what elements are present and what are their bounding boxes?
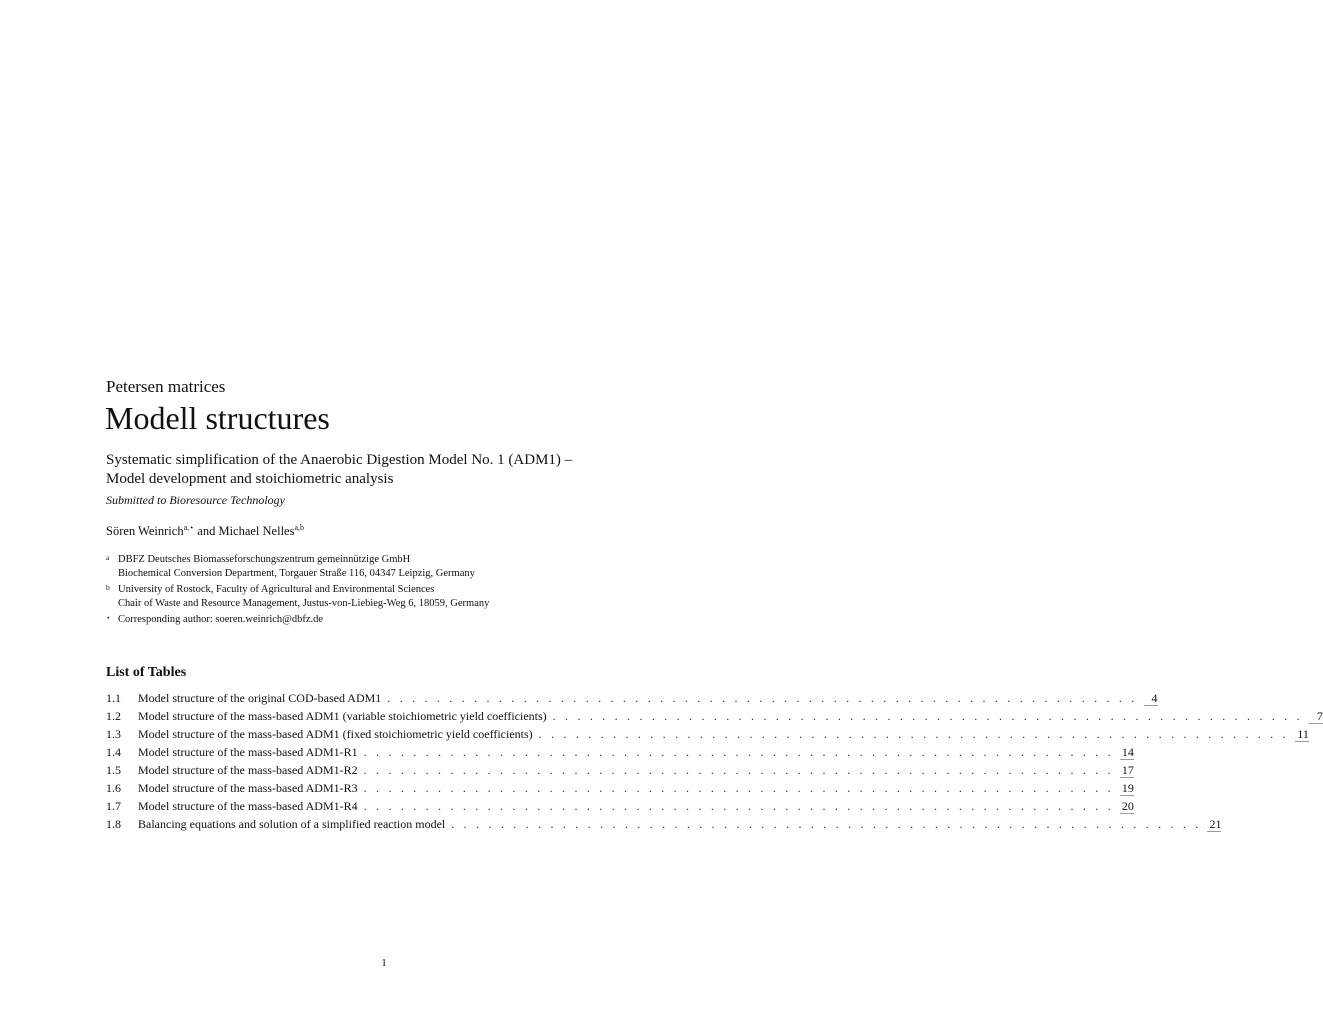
document-subtitle	[106, 451, 666, 489]
toc-entry-title: Model structure of the mass-based ADM1-R4	[138, 799, 358, 813]
affiliation-b	[106, 583, 489, 611]
toc-entry[interactable]	[106, 815, 1222, 833]
toc-dot-leader: . . . . . . . . . . . . . . . . . . . . . . . . . . . . . . . . . . . . . . . . . . . . . . . . . . . . . . . . . . . . .	[451, 817, 1202, 831]
toc-dot-leader: . . . . . . . . . . . . . . . . . . . . . . . . . . . . . . . . . . . . . . . . . . . . . . . . . . . . . . . . . . . . .	[552, 709, 1303, 723]
toc-page-link[interactable]: 21	[1209, 817, 1222, 831]
toc-entry[interactable]	[106, 743, 1134, 761]
author-line	[106, 523, 304, 539]
toc-entry[interactable]	[106, 797, 1134, 815]
corresponding-author	[106, 613, 323, 627]
subtitle-line-1: Systematic simplification of the Anaerobic Digestion Model No. 1 (ADM1) –	[106, 452, 573, 468]
toc-page-link[interactable]: 19	[1121, 781, 1134, 795]
affiliation-line: Biochemical Conversion Department, Torgauer Straße 116, 04347 Leipzig, Germany	[118, 568, 475, 579]
toc-dot-leader: . . . . . . . . . . . . . . . . . . . . . . . . . . . . . . . . . . . . . . . . . . . . . . . . . . . . . . . . . . . . .	[363, 763, 1114, 777]
corresponding-author-email[interactable]: Corresponding author: soeren.weinrich@dbfz.de	[118, 614, 324, 625]
toc-dot-leader: . . . . . . . . . . . . . . . . . . . . . . . . . . . . . . . . . . . . . . . . . . . . . . . . . . . . . . . . . . . . .	[538, 727, 1289, 741]
toc-entry-title: Model structure of the mass-based ADM1 (fixed stoichiometric yield coefficients)	[138, 727, 533, 741]
toc-dot-leader: . . . . . . . . . . . . . . . . . . . . . . . . . . . . . . . . . . . . . . . . . . . . . . . . . . . . . . . . . . . . .	[363, 781, 1114, 795]
toc-page-link[interactable]: 17	[1121, 763, 1134, 777]
toc-entry[interactable]	[106, 779, 1134, 797]
toc-entry[interactable]	[106, 761, 1134, 779]
toc-entry-number: 1.3	[106, 727, 121, 741]
affiliation-a	[106, 553, 475, 581]
toc-entry[interactable]	[106, 725, 1309, 743]
author-connector: and	[197, 524, 216, 538]
affiliation-line: University of Rostock, Faculty of Agricultural and Environmental Sciences	[118, 584, 435, 595]
submission-note: Submitted to Bioresource Technology	[106, 493, 285, 507]
author-name-2: Michael Nelles	[218, 524, 295, 538]
list-of-tables-heading: List of Tables	[106, 665, 187, 680]
toc-entry-number: 1.4	[106, 745, 121, 759]
toc-entry-title: Balancing equations and solution of a simplified reaction model	[138, 817, 446, 831]
affiliation-mark: b	[106, 583, 110, 592]
toc-entry-number: 1.6	[106, 781, 121, 795]
author-affiliation-marks-1: a,⋆	[183, 523, 195, 532]
toc-entry-title: Model structure of the mass-based ADM1-R1	[138, 745, 358, 759]
affiliation-line: Chair of Waste and Resource Management, Justus-von-Liebieg-Weg 6, 18059, Germany	[118, 598, 490, 609]
toc-entry[interactable]	[106, 689, 1158, 707]
affiliation-mark: a	[106, 553, 110, 562]
toc-page-link[interactable]: 11	[1295, 727, 1309, 742]
corresponding-author-mark: ⋆	[106, 613, 111, 622]
toc-entry-number: 1.2	[106, 709, 121, 723]
page-number: 1	[381, 957, 387, 969]
toc-dot-leader: . . . . . . . . . . . . . . . . . . . . . . . . . . . . . . . . . . . . . . . . . . . . . . . . . . . . . . . . . . . . .	[363, 799, 1114, 813]
document-title: Modell structures	[105, 400, 330, 436]
toc-page-link[interactable]: 20	[1121, 799, 1134, 813]
document-kicker: Petersen matrices	[106, 377, 226, 396]
toc-entry-number: 1.8	[106, 817, 121, 831]
list-of-tables	[106, 689, 1323, 833]
toc-page-link[interactable]: 7	[1309, 709, 1323, 724]
subtitle-line-2: Model development and stoichiometric analysis	[106, 471, 394, 487]
toc-page-link[interactable]: 14	[1121, 745, 1134, 759]
toc-entry-title: Model structure of the mass-based ADM1 (variable stoichiometric yield coefficients)	[138, 709, 547, 723]
toc-dot-leader: . . . . . . . . . . . . . . . . . . . . . . . . . . . . . . . . . . . . . . . . . . . . . . . . . . . . . . . . . . . . .	[363, 745, 1114, 759]
toc-page-link[interactable]: 4	[1144, 691, 1158, 706]
toc-entry-number: 1.7	[106, 799, 121, 813]
author-name-1: Sören Weinrich	[106, 524, 184, 538]
toc-entry-title: Model structure of the mass-based ADM1-R3	[138, 781, 358, 795]
toc-dot-leader: . . . . . . . . . . . . . . . . . . . . . . . . . . . . . . . . . . . . . . . . . . . . . . . . . . . . . . . . . . . . .	[387, 691, 1138, 705]
toc-entry-title: Model structure of the mass-based ADM1-R2	[138, 763, 358, 777]
affiliation-line: DBFZ Deutsches Biomasseforschungszentrum gemeinnützige GmbH	[118, 554, 411, 565]
toc-entry-number: 1.5	[106, 763, 121, 777]
toc-entry-number: 1.1	[106, 691, 121, 705]
toc-entry-title: Model structure of the original COD-based ADM1	[138, 691, 382, 705]
toc-entry[interactable]	[106, 707, 1323, 725]
author-affiliation-marks-2: a,b	[294, 523, 305, 532]
